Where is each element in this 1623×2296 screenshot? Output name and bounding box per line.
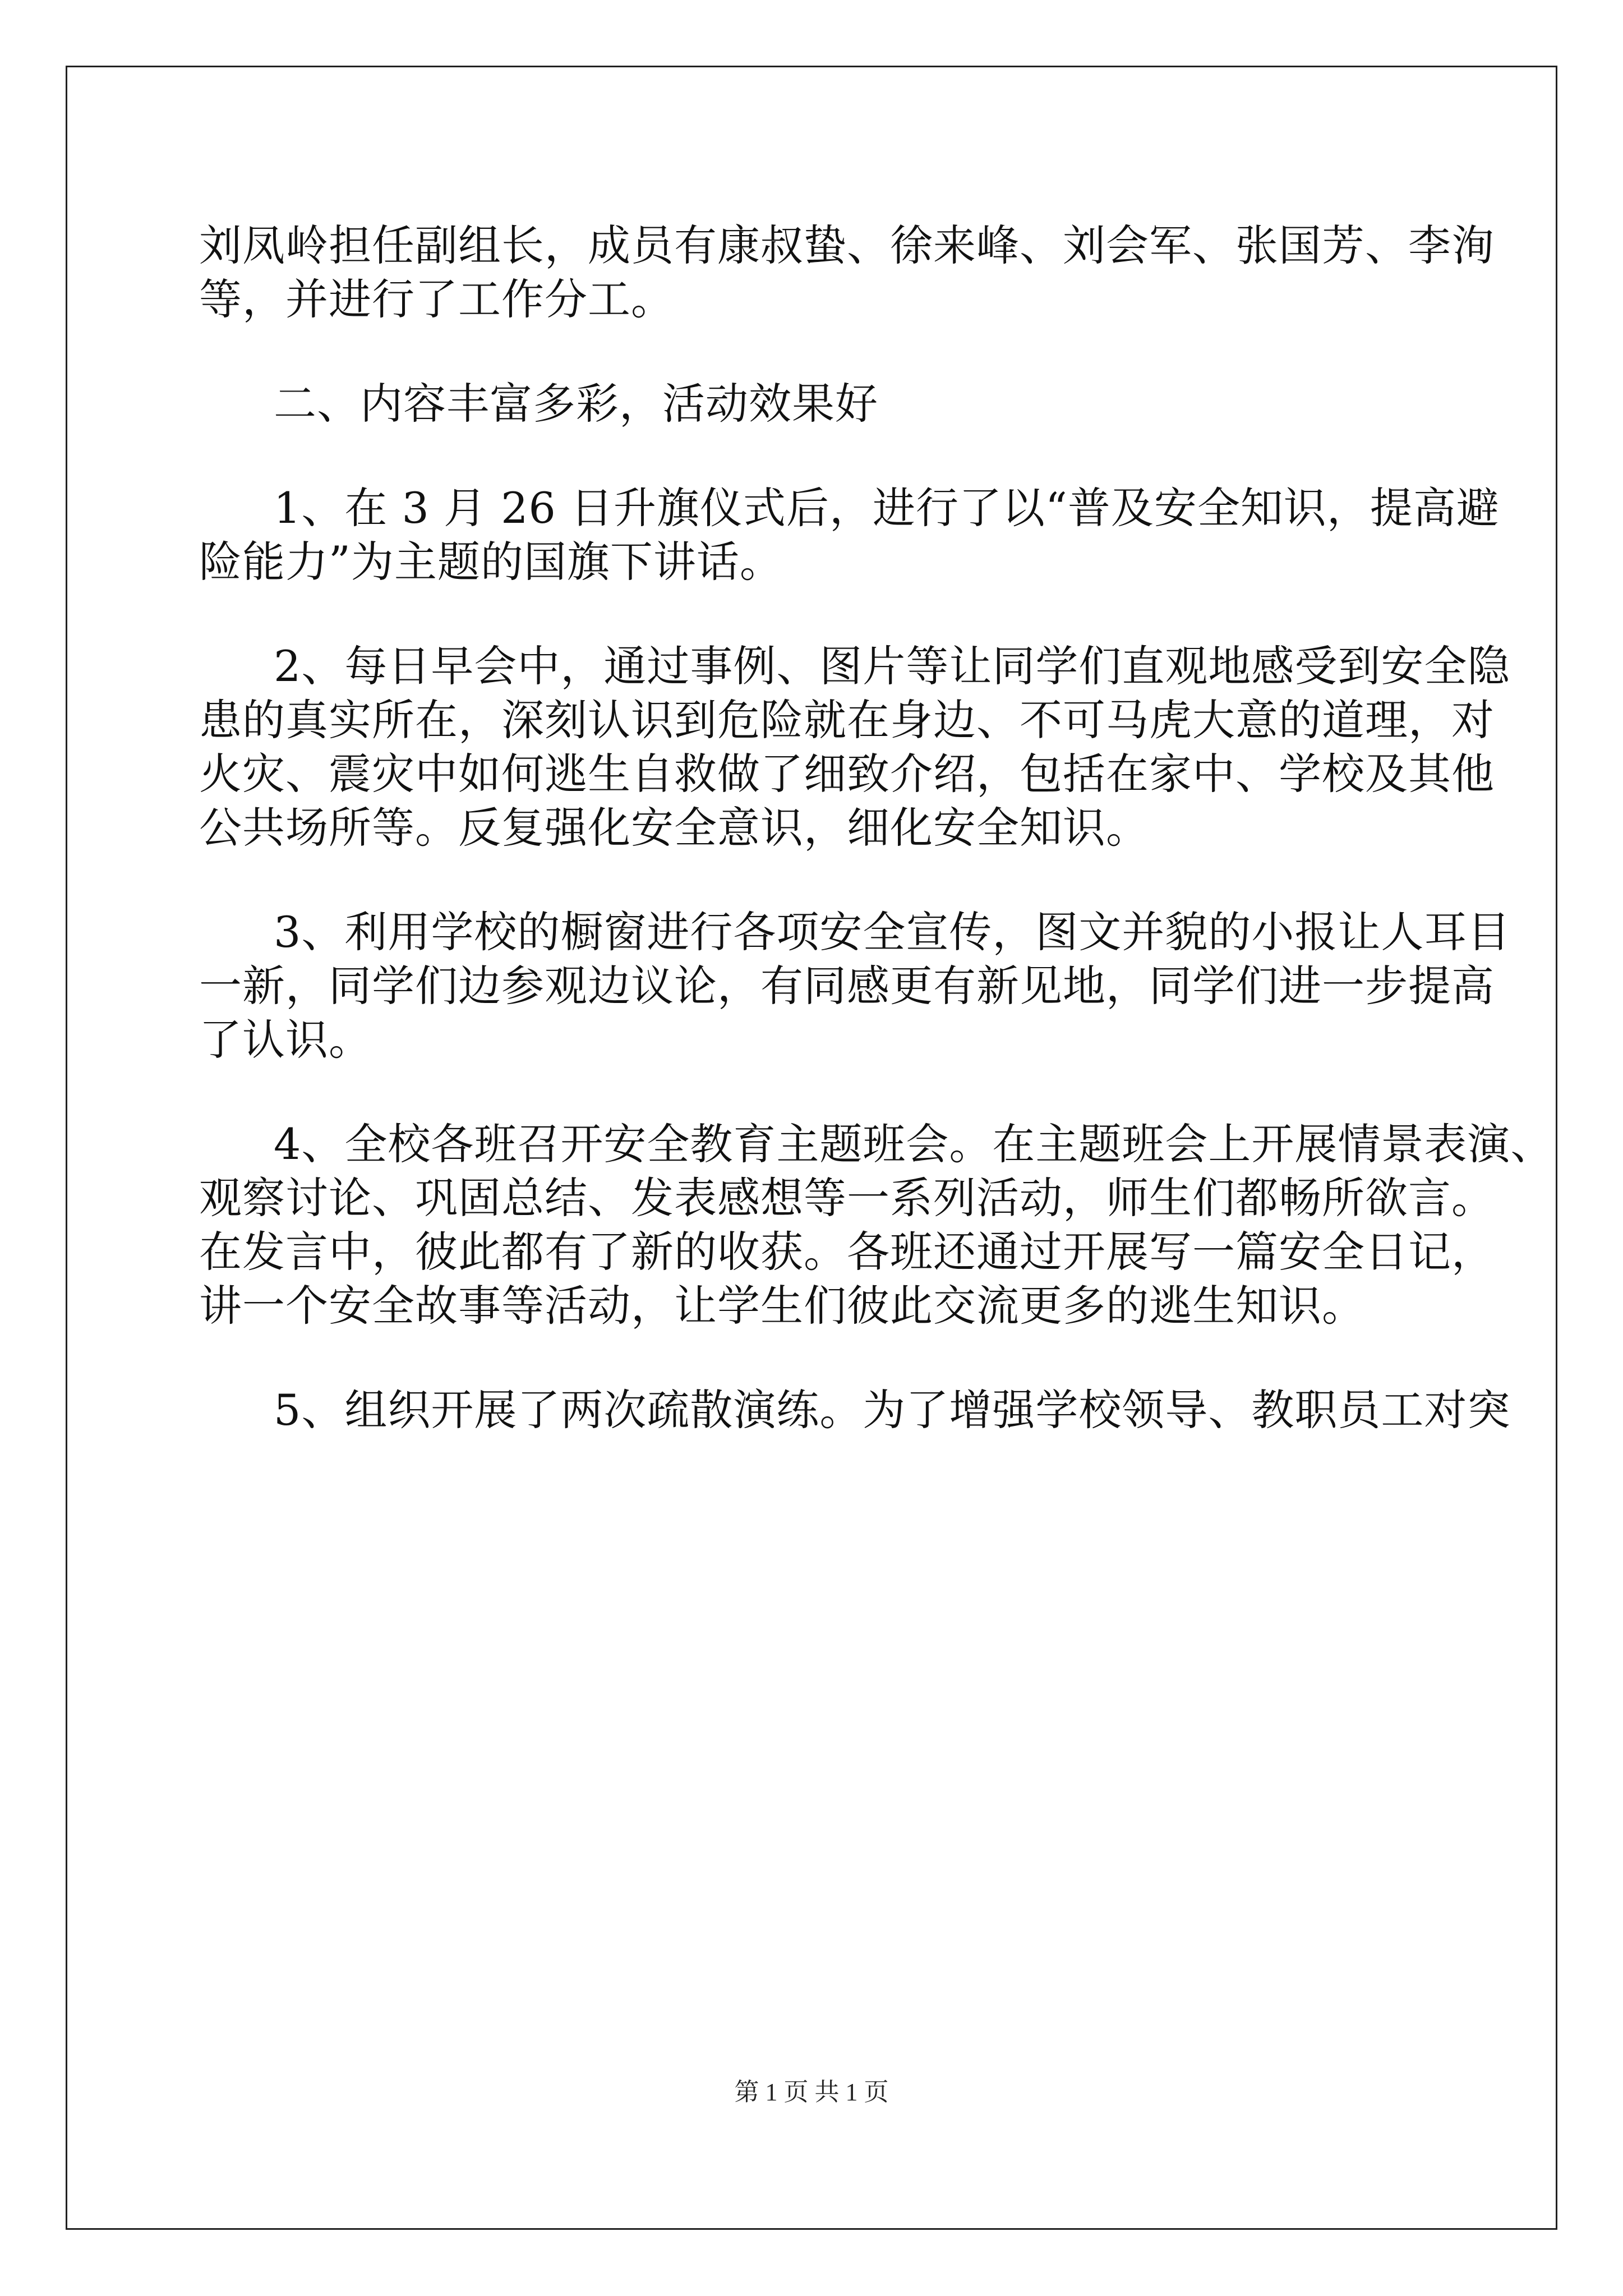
text-line: 一新，同学们边参观边议论，有同感更有新见地，同学们进一步提高 [199,961,1495,1011]
text-line: 险能力”为主题的国旗下讲话。 [199,537,783,587]
text-line: 患的真实所在，深刻认识到危险就在身边、不可马虎大意的道理，对 [199,695,1495,745]
text-line: 2、每日早会中，通过事例、图片等让同学们直观地感受到安全隐 [274,641,1511,691]
text-line: 讲一个安全故事等活动，让学生们彼此交流更多的逃生知识。 [199,1281,1365,1331]
text-line: 5、组织开展了两次疏散演练。为了增强学校领导、教职员工对突 [274,1385,1511,1435]
section-heading: 二、内容丰富多彩，活动效果好 [274,379,878,429]
text-line: 3、利用学校的橱窗进行各项安全宣传，图文并貌的小报让人耳目 [274,907,1511,957]
text-line: 公共场所等。反复强化安全意识，细化安全知识。 [199,803,1149,853]
text-line: 1、在 3 月 26 日升旗仪式后，进行了以“普及安全知识，提高避 [274,483,1500,533]
text-line: 等，并进行了工作分工。 [199,274,674,324]
text-line: 火灾、震灾中如何逃生自救做了细致介绍，包括在家中、学校及其他 [199,749,1495,799]
text-line: 了认识。 [199,1015,372,1065]
page-number-footer: 第 1 页 共 1 页 [734,2078,889,2106]
text-line: 刘凤岭担任副组长，成员有康叔蛰、徐来峰、刘会军、张国芳、李洵 [199,220,1495,270]
text-line: 在发言中，彼此都有了新的收获。各班还通过开展写一篇安全日记， [199,1227,1495,1277]
text-line: 4、全校各班召开安全教育主题班会。在主题班会上开展情景表演、 [274,1119,1554,1169]
text-line: 观察讨论、巩固总结、发表感想等一系列活动，师生们都畅所欲言。 [199,1173,1495,1223]
